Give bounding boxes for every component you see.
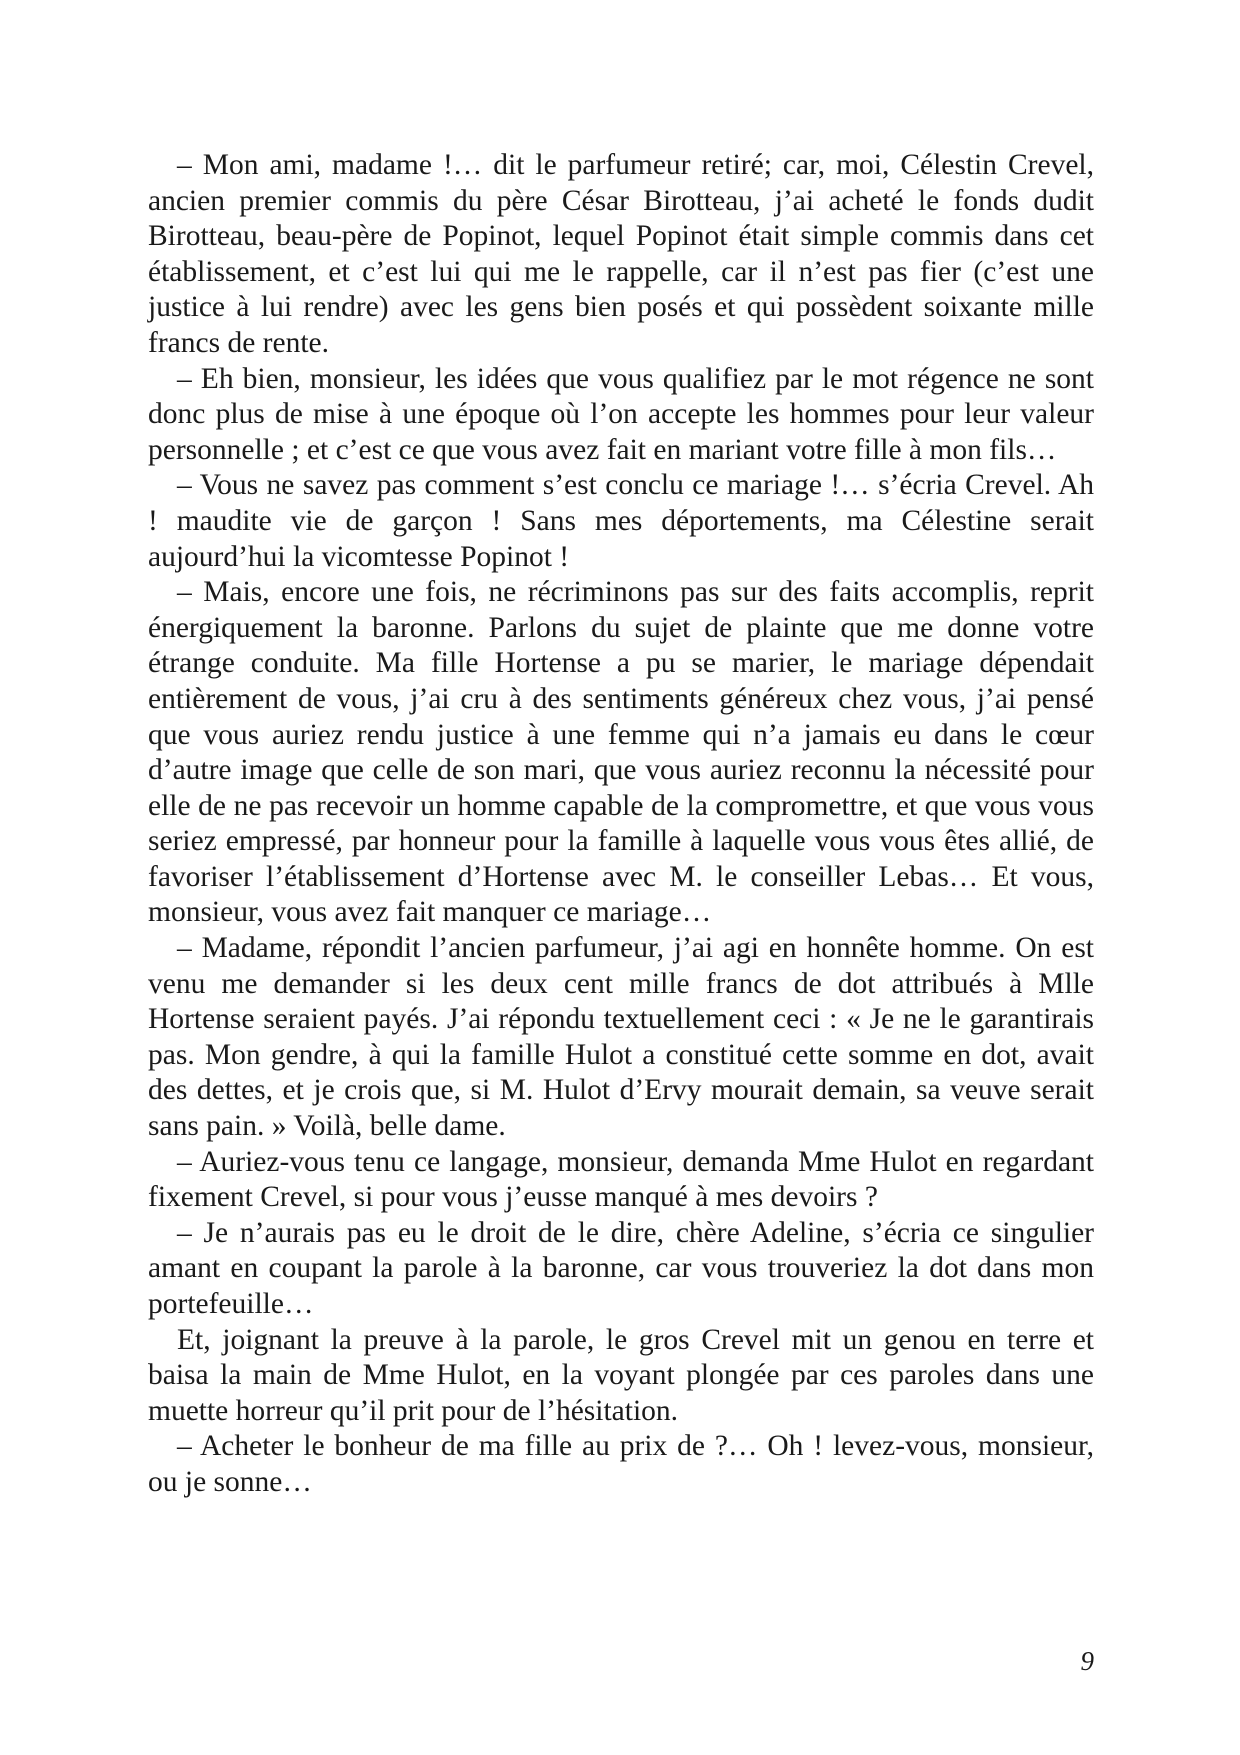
paragraph: Et, joignant la preuve à la parole, le gros Crevel mit un genou en terre et baisa la main de Mme Hulot, en la voyant plongée par ces paroles dans une muette horreur qu’il prit pour de l’hésitation. (148, 1323, 1094, 1427)
paragraph: – Auriez-vous tenu ce langage, monsieur, demanda Mme Hulot en regardant fixement Crevel, si pour vous j’eusse manqué à mes devoirs ? (148, 1145, 1094, 1214)
paragraph: – Mon ami, madame !… dit le parfumeur retiré; car, moi, Célestin Crevel, ancien premier commis du père César Birotteau, j’ai acheté le fonds dudit Birotteau, beau-père de Popinot, lequel Popinot était simple commis dans cet établissement, et c’est lui qui me le rappelle, car il n’est pas fier (c’est une justice à lui rendre) avec les gens bien posés et qui possèdent soixante mille francs de rente. (148, 149, 1094, 359)
paragraph: – Mais, encore une fois, ne récriminons pas sur des faits accomplis, reprit énergiquement la baronne. Parlons du sujet de plainte que me donne votre étrange conduite. Ma fille Hortense a pu se marier, le mariage dépendait entièrement de vous, j’ai cru à des sentiments généreux chez vous, j’ai pensé que vous auriez rendu justice à une femme qui n’a jamais eu dans le cœur d’autre image que celle de son mari, que vous auriez reconnu la nécessité pour elle de ne pas recevoir un homme capable de la compromettre, et que vous vous seriez empressé, par honneur pour la famille à laquelle vous vous êtes allié, de favoriser l’établissement d’Hortense avec M. le conseiller Lebas… Et vous, monsieur, vous avez fait manquer ce mariage… (148, 576, 1094, 929)
paragraph: – Vous ne savez pas comment s’est conclu ce mariage !… s’écria Crevel. Ah ! maudite vie de garçon ! Sans mes déportements, ma Célestine serait aujourd’hui la vicomtesse Popinot ! (148, 469, 1094, 573)
paragraph: – Je n’aurais pas eu le droit de le dire, chère Adeline, s’écria ce singulier amant en coupant la parole à la baronne, car vous trouveriez la dot dans mon portefeuille… (148, 1216, 1094, 1320)
paragraph: – Madame, répondit l’ancien parfumeur, j’ai agi en honnête homme. On est venu me demander si les deux cent mille francs de dot attribués à Mlle Hortense seraient payés. J’ai répondu textuellement ceci : « Je ne le garantirais pas. Mon gendre, à qui la famille Hulot a constitué cette somme en dot, avait des dettes, et je crois que, si M. Hulot d’Ervy mourait demain, sa veuve serait sans pain. » Voilà, belle dame. (148, 932, 1094, 1143)
paragraph: – Eh bien, monsieur, les idées que vous qualifiez par le mot régence ne sont donc plus de mise à une époque où l’on accepte les hommes pour leur valeur personnelle ; et c’est ce que vous avez fait en mariant votre fille à mon fils… (148, 362, 1094, 466)
text-body (148, 148, 1094, 1501)
paragraph: – Acheter le bonheur de ma fille au prix de ?… Oh ! levez-vous, monsieur, ou je sonne… (148, 1430, 1094, 1498)
page-number: 9 (1080, 1646, 1094, 1676)
